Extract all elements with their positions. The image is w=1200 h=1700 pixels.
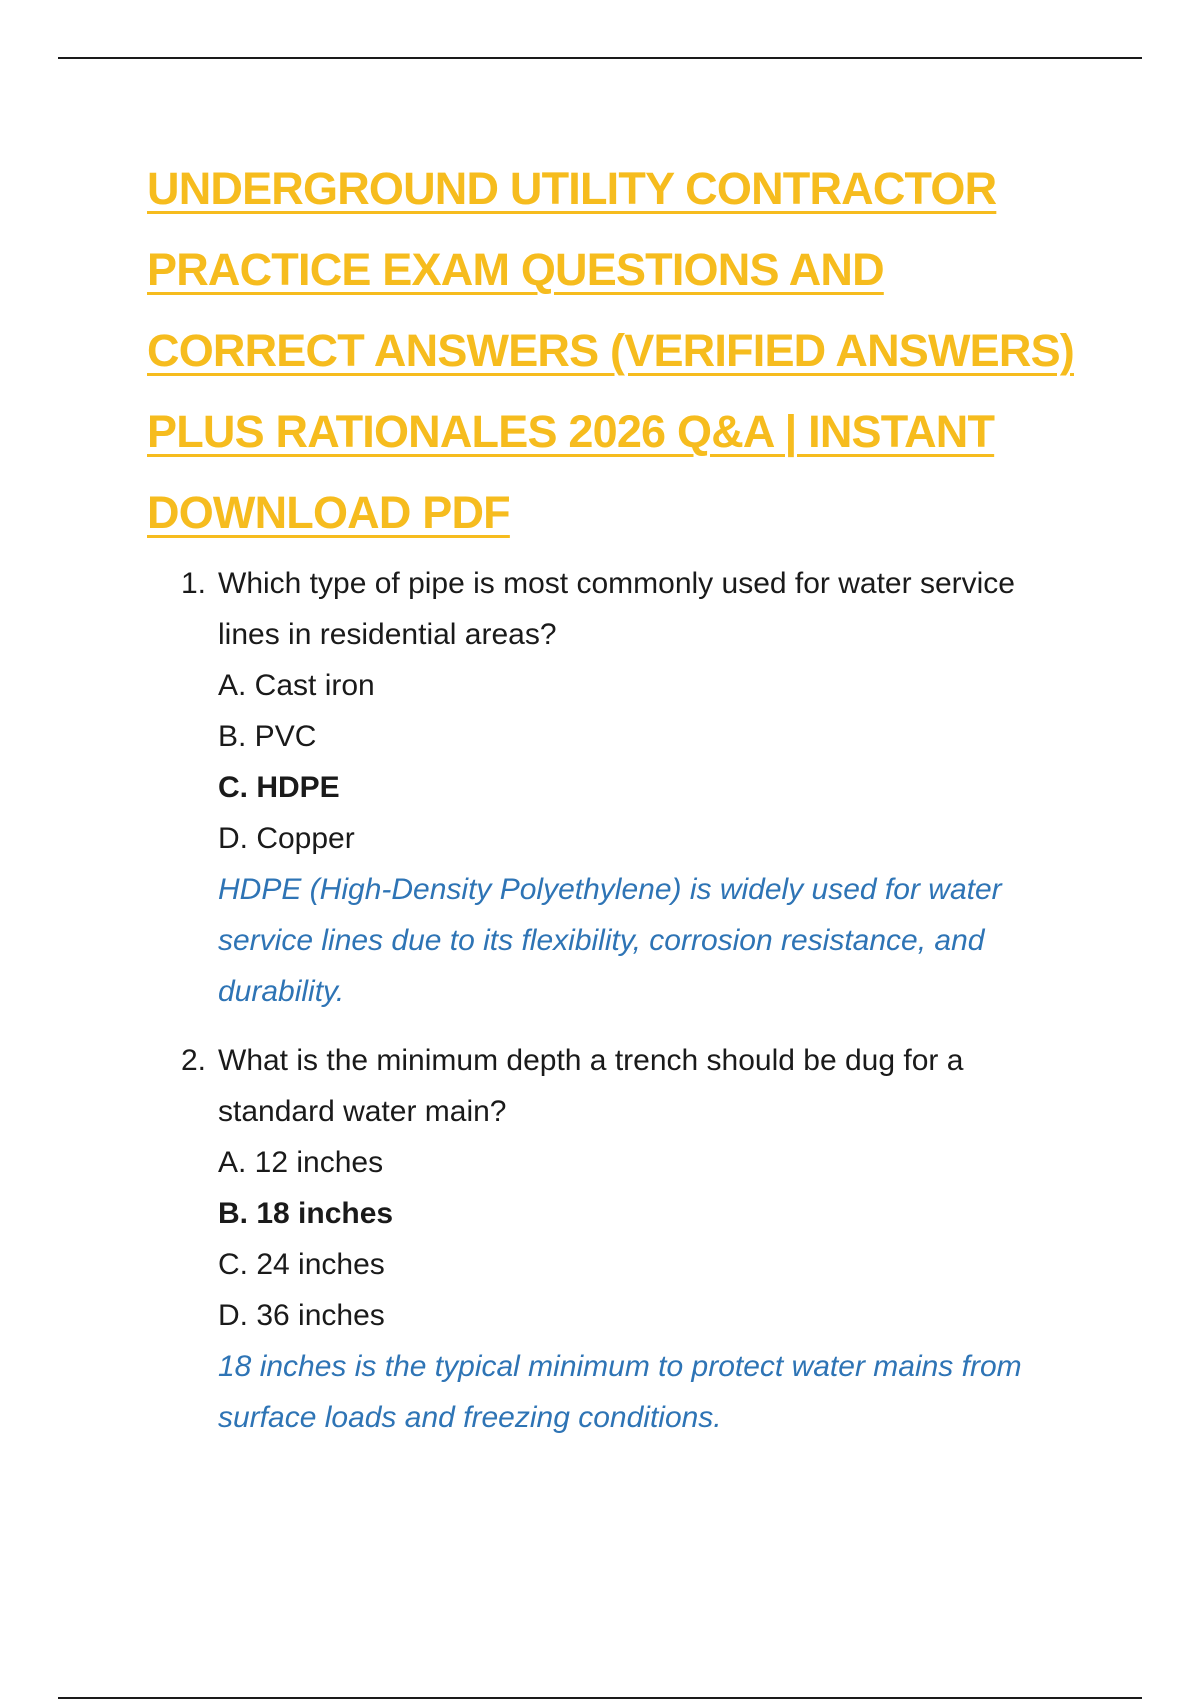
question-text: Which type of pipe is most commonly used for water service lines in residential areas?: [218, 567, 1015, 651]
question-number: 1.: [181, 567, 207, 600]
answer-rationale: 18 inches is the typical minimum to protect water mains from surface loads and freezing conditions.: [218, 1350, 1022, 1434]
footer-rule: [58, 1697, 1142, 1699]
question-number: 2.: [181, 1044, 207, 1077]
answer-option-d: D. Copper: [218, 822, 355, 855]
question-text: What is the minimum depth a trench should be dug for a standard water main?: [218, 1044, 964, 1128]
question-item: [0, 1035, 1200, 1443]
question-item: [0, 558, 1200, 1017]
answer-rationale: HDPE (High-Density Polyethylene) is widely used for water service lines due to its flexibility, corrosion resistance, and durability.: [218, 873, 1002, 1008]
answer-option-b-correct: B. 18 inches: [218, 1197, 394, 1230]
answer-option-c-correct: C. HDPE: [218, 771, 340, 804]
question-list: [0, 558, 1200, 1443]
answer-option-a: A. Cast iron: [218, 669, 375, 702]
header-rule: [58, 57, 1142, 59]
document-title: UNDERGROUND UTILITY CONTRACTOR PRACTICE EXAM QUESTIONS AND CORRECT ANSWERS (VERIFIED ANSWERS) PLUS RATIONALES 2026 Q&A | INSTANT DOWNLOAD PDF: [147, 163, 1074, 538]
answer-option-b: B. PVC: [218, 720, 317, 753]
answer-option-d: D. 36 inches: [218, 1299, 385, 1332]
answer-option-c: C. 24 inches: [218, 1248, 385, 1281]
answer-option-a: A. 12 inches: [218, 1146, 384, 1179]
